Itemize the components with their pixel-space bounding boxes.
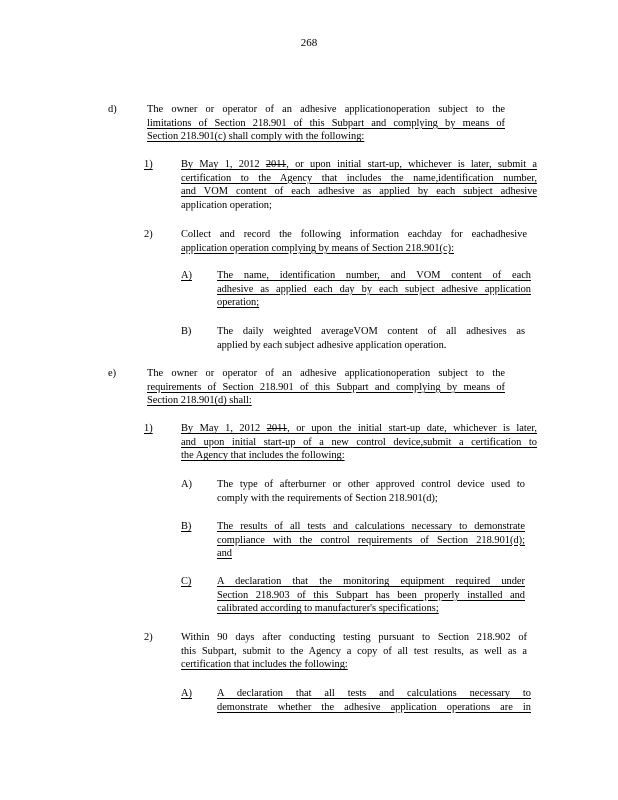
item-d1-label: 1) bbox=[144, 159, 153, 170]
text-line: adhesive as applied each day by each subject adhesive application bbox=[217, 283, 531, 295]
item-e1a-label: A) bbox=[181, 479, 192, 490]
text-line: By May 1, 2012 2011, or upon the initial start-up date, whichever is later, bbox=[181, 423, 537, 434]
item-e1c-label: C) bbox=[181, 576, 192, 587]
text-line: requirements of Section 218.901 of this Subpart and complying by means of bbox=[147, 381, 505, 393]
text-line: Section 218.901(d) shall: bbox=[147, 395, 252, 407]
text-line: A declaration that all tests and calculations necessary to bbox=[217, 688, 531, 699]
text-line: The type of afterburner or other approved control device used to bbox=[217, 479, 525, 490]
item-d2b-label: B) bbox=[181, 326, 192, 337]
text-line: and upon initial start-up of a new control device,submit a certification to bbox=[181, 436, 537, 448]
text-line: limitations of Section 218.901 of this Subpart and complying by means of bbox=[147, 117, 505, 129]
page-number: 268 bbox=[300, 37, 318, 49]
text-line: Collect and record the following information eachday for eachadhesive bbox=[181, 229, 527, 240]
text-line: certification to the Agency that includes the name,identification number, bbox=[181, 172, 537, 184]
text-line: operation; bbox=[217, 297, 260, 309]
item-e1-label: 1) bbox=[144, 423, 153, 434]
section-e-text bbox=[147, 367, 505, 408]
item-e1-text bbox=[181, 422, 537, 463]
item-d2-text bbox=[181, 228, 527, 255]
text-line: Section 218.901(c) shall comply with the following: bbox=[147, 131, 365, 143]
text-line: and bbox=[217, 548, 233, 560]
text-line: application operation complying by means of Section 218.901(c): bbox=[181, 242, 454, 254]
section-d-label: d) bbox=[108, 104, 117, 115]
text-line: By May 1, 2012 2011, or upon initial start-up, whichever is later, submit a bbox=[181, 159, 537, 170]
item-e2a-label: A) bbox=[181, 688, 192, 699]
item-e2-label: 2) bbox=[144, 632, 153, 643]
text-line: The name, identification number, and VOM content of each bbox=[217, 270, 531, 281]
item-e2a-text bbox=[217, 687, 531, 714]
item-d1-text bbox=[181, 158, 537, 212]
item-e1b-label: B) bbox=[181, 521, 192, 532]
item-d2a-text bbox=[217, 269, 531, 310]
text-line: compliance with the control requirements of Section 218.901(d); bbox=[217, 534, 525, 546]
item-d2a-label: A) bbox=[181, 270, 192, 281]
item-e1c-text bbox=[217, 575, 525, 616]
item-e2-text bbox=[181, 631, 527, 672]
item-e1a-text bbox=[217, 478, 525, 505]
text-line: the Agency that includes the following: bbox=[181, 450, 345, 462]
text-line: The owner or operator of an adhesive applicationoperation subject to the bbox=[147, 104, 505, 115]
section-e-label: e) bbox=[108, 368, 117, 379]
text-line: this Subpart, submit to the Agency a copy of all test results, as well as a bbox=[181, 645, 527, 657]
text-line: The daily weighted averageVOM content of all adhesives as bbox=[217, 326, 525, 337]
section-d-text bbox=[147, 103, 505, 144]
text-line: certification that includes the following: bbox=[181, 659, 348, 671]
item-e1b-text bbox=[217, 520, 525, 561]
struck-text: 2011 bbox=[266, 423, 288, 434]
text-line: Within 90 days after conducting testing pursuant to Section 218.902 of bbox=[181, 632, 527, 643]
text-line: The owner or operator of an adhesive applicationoperation subject to the bbox=[147, 368, 505, 379]
struck-text: 2011 bbox=[265, 159, 287, 170]
text-line: application operation; bbox=[181, 199, 272, 211]
text-line: Section 218.903 of this Subpart has been properly installed and bbox=[217, 589, 525, 601]
text-line: applied by each subject adhesive application operation. bbox=[217, 339, 447, 351]
item-d2-label: 2) bbox=[144, 229, 153, 240]
text-line: demonstrate whether the adhesive application operations are in bbox=[217, 701, 531, 713]
text-line: calibrated according to manufacturer's specifications; bbox=[217, 603, 439, 615]
item-d2b-text bbox=[217, 325, 525, 352]
text-line: and VOM content of each adhesive as applied by each subject adhesive bbox=[181, 186, 537, 198]
text-line: A declaration that the monitoring equipment required under bbox=[217, 576, 525, 587]
text-line: The results of all tests and calculations necessary to demonstrate bbox=[217, 521, 525, 532]
text-line: comply with the requirements of Section 218.901(d); bbox=[217, 492, 438, 504]
